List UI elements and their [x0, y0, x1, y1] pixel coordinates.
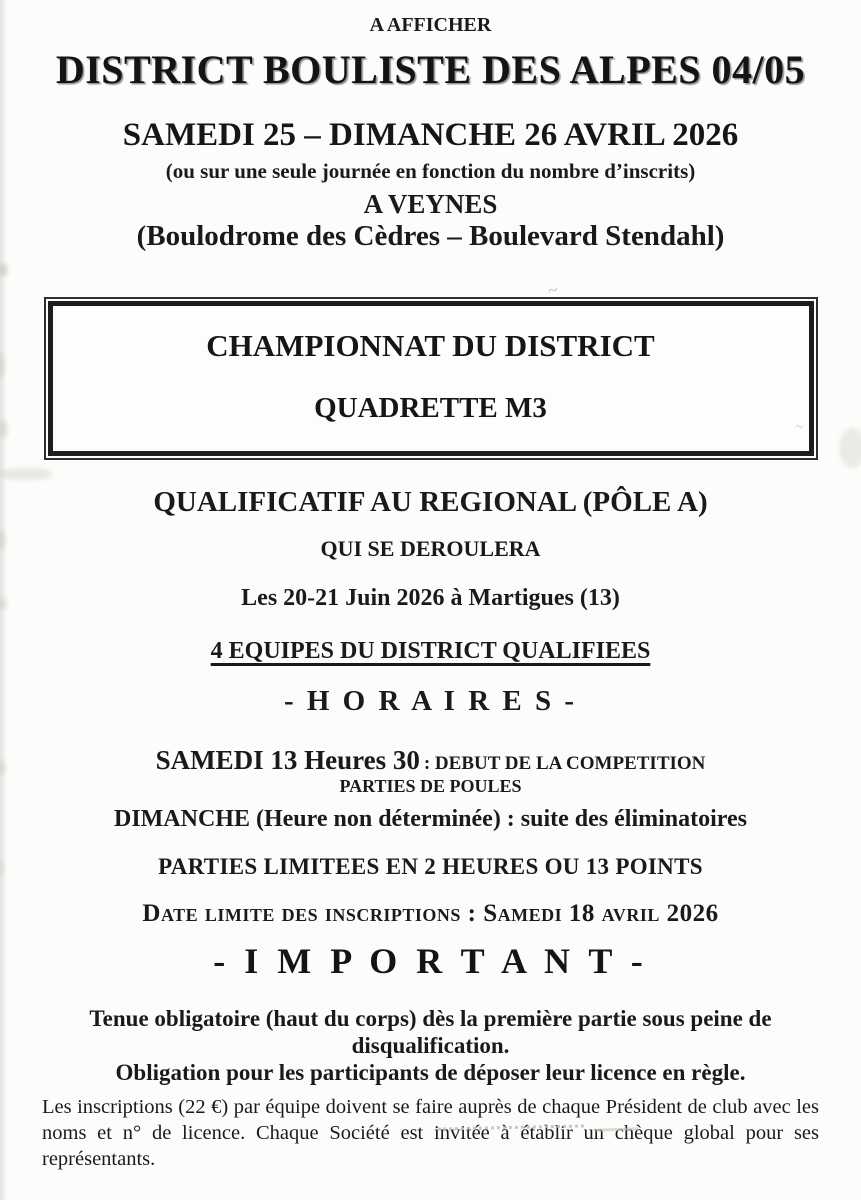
important-rules — [0, 1005, 861, 1086]
saturday-time: SAMEDI 13 Heures 30 — [155, 744, 420, 775]
championship-box — [44, 297, 818, 460]
registration-deadline: Date limite des inscriptions : Samedi 18 avril 2026 — [142, 900, 719, 928]
saturday-pools: PARTIES DE POULES — [339, 775, 522, 796]
scan-smudge — [839, 428, 861, 468]
game-limit: PARTIES LIMITEES EN 2 HEURES OU 13 POINTS — [158, 853, 703, 879]
dress-code-rule: Tenue obligatoire (haut du corps) dès la première partie sous peine de disqualification. — [89, 1005, 772, 1058]
qualified-teams: 4 EQUIPES DU DISTRICT QUALIFIEES — [210, 637, 651, 664]
display-notice: A AFFICHER — [369, 14, 492, 36]
scan-mark: ~ — [545, 279, 560, 301]
scan-smudge — [0, 420, 8, 438]
qualification-subheading: QUI SE DEROULERA — [320, 535, 541, 561]
scan-smudge — [0, 352, 5, 378]
page-title: DISTRICT BOULISTE DES ALPES 04/05 — [55, 47, 806, 92]
saturday-schedule — [0, 745, 861, 776]
sunday-schedule: DIMANCHE (Heure non déterminée) : suite des éliminatoires — [113, 806, 748, 833]
schedule-heading: - H O R A I R E S - — [283, 685, 578, 718]
championship-title: CHAMPIONNAT DU DISTRICT — [206, 328, 655, 364]
registration-info: Les inscriptions (22 €) par équipe doivent se faire auprès de chaque Président de club avec les noms et n° de licence. Chaque Société est invitée à établir un chèque global pour ses représentants. — [42, 1095, 819, 1170]
event-dates: SAMEDI 25 – DIMANCHE 26 AVRIL 2026 — [122, 117, 739, 153]
event-city: A VEYNES — [363, 189, 498, 220]
qualification-heading: QUALIFICATIF AU REGIONAL (PÔLE A) — [153, 486, 708, 519]
qualification-date-place: Les 20-21 Juin 2026 à Martigues (13) — [241, 585, 620, 612]
event-dates-note: (ou sur une seule journée en fonction du nombre d’inscrits) — [165, 158, 696, 183]
scan-smudge — [0, 263, 8, 277]
event-venue: (Boulodrome des Cèdres – Boulevard Stendahl) — [136, 220, 725, 253]
saturday-detail: : DEBUT DE LA COMPETITION — [423, 752, 706, 774]
licence-rule: Obligation pour les participants de déposer leur licence en règle. — [115, 1059, 746, 1085]
championship-box-inner — [48, 301, 814, 456]
championship-category: QUADRETTE M3 — [314, 392, 547, 425]
important-heading: - I M P O R T A N T - — [213, 941, 648, 982]
scan-smudge — [0, 468, 52, 480]
scan-mark: ~ — [794, 419, 804, 436]
